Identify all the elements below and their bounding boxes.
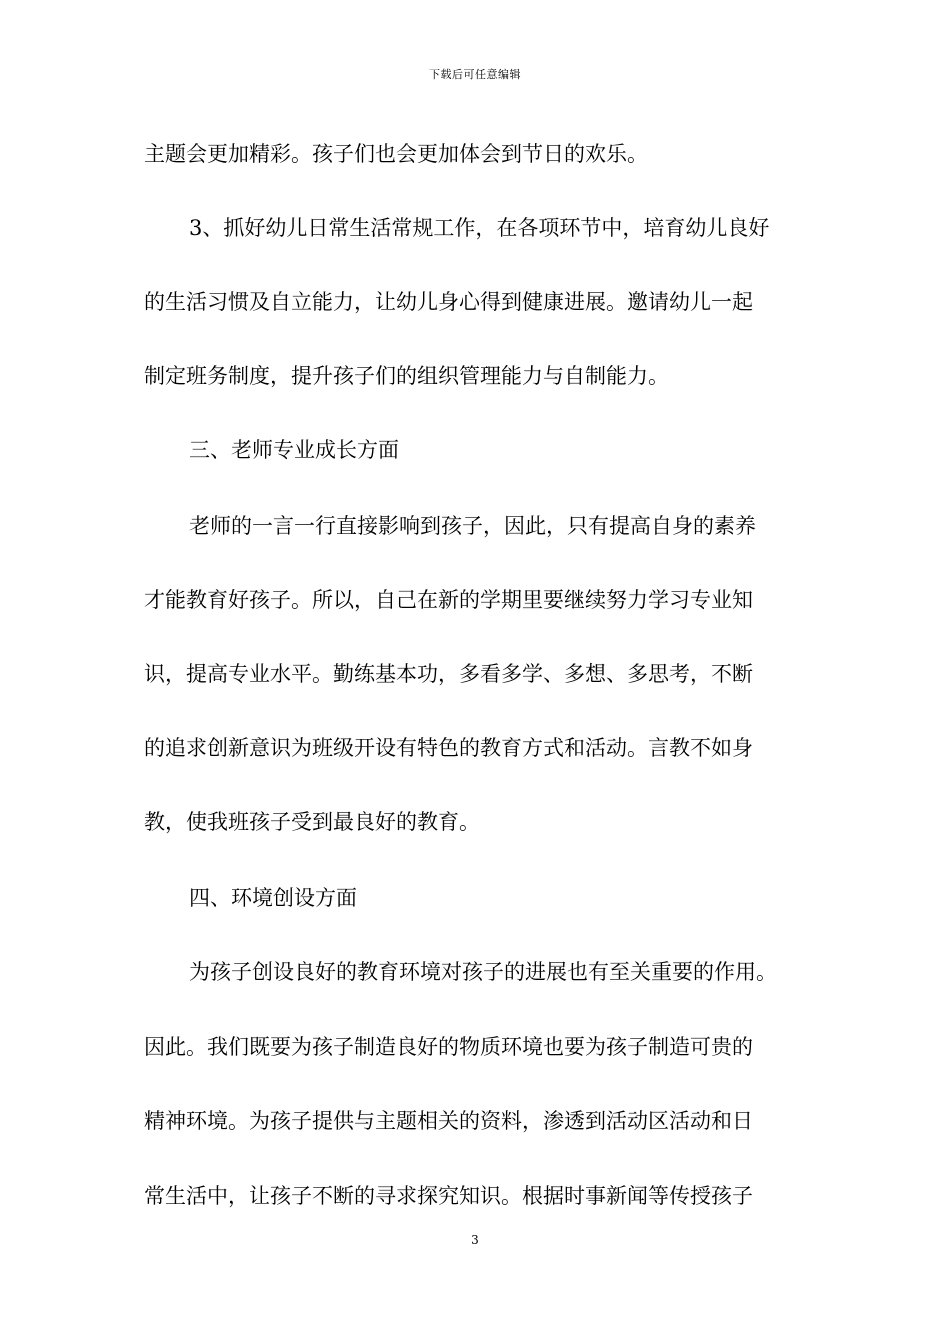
text-line: 的生活习惯及自立能力，让幼儿身心得到健康进展。邀请幼儿一起 bbox=[144, 290, 753, 314]
section-heading: 三、老师专业成长方面 bbox=[189, 438, 399, 462]
page-header: 下载后可任意编辑 bbox=[429, 68, 521, 81]
text-line: 主题会更加精彩。孩子们也会更加体会到节日的欢乐。 bbox=[144, 142, 648, 166]
text-line: 精神环境。为孩子提供与主题相关的资料，渗透到活动区活动和日 bbox=[144, 1109, 753, 1133]
text-line: 常生活中，让孩子不断的寻求探究知识。根据时事新闻等传授孩子 bbox=[144, 1184, 753, 1208]
text-line: 老师的一言一行直接影响到孩子，因此，只有提高自身的素养 bbox=[189, 514, 756, 538]
text-line: 制定班务制度，提升孩子们的组织管理能力与自制能力。 bbox=[144, 364, 669, 388]
section-heading: 四、环境创设方面 bbox=[189, 886, 357, 910]
page-number: 3 bbox=[471, 1233, 479, 1247]
text-line: 识，提高专业水平。勤练基本功，多看多学、多想、多思考，不断 bbox=[144, 662, 753, 686]
text-line: 才能教育好孩子。所以，自己在新的学期里要继续努力学习专业知 bbox=[144, 588, 753, 612]
text-line: 因此。我们既要为孩子制造良好的物质环境也要为孩子制造可贵的 bbox=[144, 1035, 753, 1059]
text-line: 为孩子创设良好的教育环境对孩子的进展也有至关重要的作用。 bbox=[189, 960, 777, 984]
text-line: 的追求创新意识为班级开设有特色的教育方式和活动。言教不如身 bbox=[144, 736, 753, 760]
text-line: 教，使我班孩子受到最良好的教育。 bbox=[144, 810, 480, 834]
text-line: 3、抓好幼儿日常生活常规工作，在各项环节中，培育幼儿良好 bbox=[189, 216, 770, 240]
